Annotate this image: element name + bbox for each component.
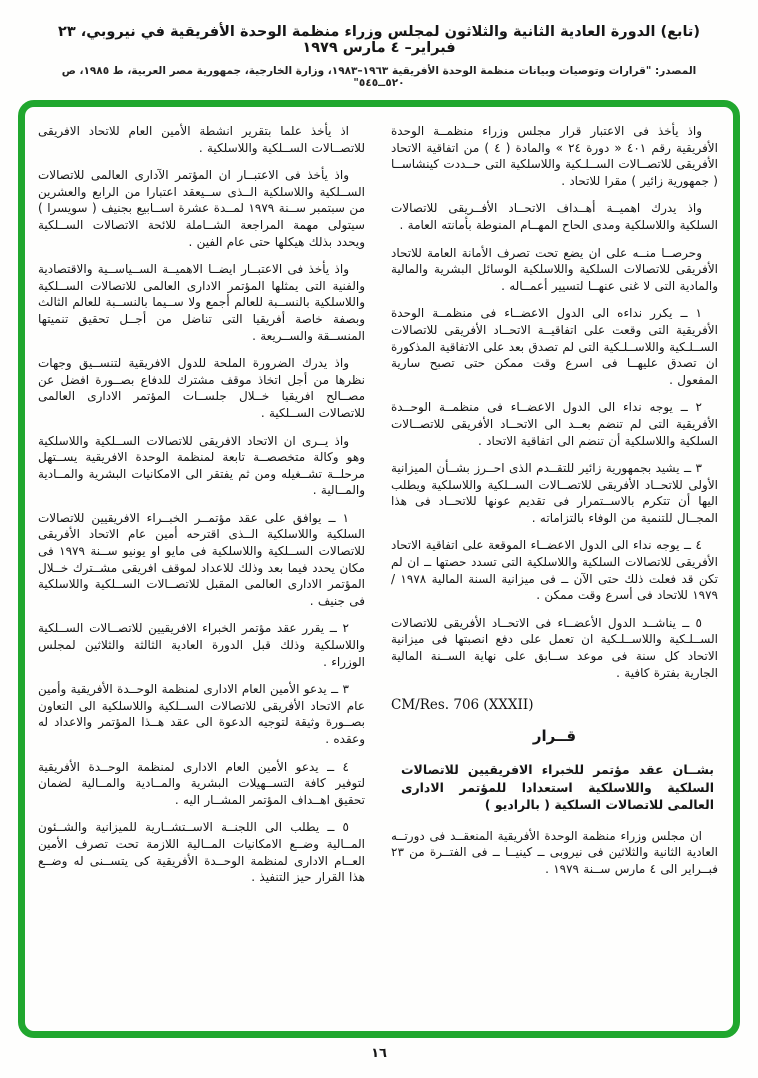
two-column-text	[38, 123, 718, 1021]
numbered-clause: ١ ــ يوافق على عقد مؤتمــر الخبــراء الافريقيين للاتصالات السلكية واللاسلكية الــذى اقترحه أمين عام الاتحاد الأفريقى للاتصالات الســلكية واللاسلكية فى مايو او يونيو ســنة ١٩٧٩ فى مكان يحدد فيما بعد وذلك للاعداد لموقف افريقى مشــترك خــلال المؤتمر الادارى العالمى المقبل للاتصــالات الســلكية واللاسلكية فى جنيف .	[38, 510, 365, 608]
paragraph: ان مجلس وزراء منظمة الوحدة الأفريقية المنعقــد فى دورتــه العادية الثانية والثلاثين فى نيروبى ــ كينيــا ــ فى الفتــرة من ٢٣ فبــراير الى ٤ مارس ســنة ١٩٧٩ .	[391, 828, 718, 876]
paragraph: وحرصــا منــه على ان يضع تحت تصرف الأمانة العامة للاتحاد الأفريقى للاتصالات السلكية واللاسلكية الوسائل البشرية والمالية والمادية التى لا غنى عنهــا لتسيير أعمــاله .	[391, 245, 718, 293]
paragraph: اذ يأخذ علما بتقرير انشطة الأمين العام للاتحاد الافريقى للاتصــالات الســلكية واللاسلكية .	[38, 124, 365, 155]
source-citation: المصدر: "قرارات وتوصيات وبيانات منظمة الوحدة الأفريقية ١٩٦٣–١٩٨٣، وزارة الخارجية، جمهورية مصر العربية، ط ١٩٨٥، ص ٥٢٠ــ٥٤٥"	[61, 65, 697, 89]
green-border-frame	[18, 100, 740, 1038]
resolution-title: قــرار	[532, 727, 577, 746]
resolution-subject: بشــان عقد مؤتمر للخبراء الافريقيين للاتصالات السلكية واللاسلكية استعدادا للمؤتمر الادارى العالمى للاتصالات السلكية ( بالراديو )	[401, 762, 714, 813]
numbered-clause: ٤ ــ يدعو الأمين العام الادارى لمنظمة الوحــدة الأفريقية لتوفير كافة التســهيلات البشرية والمــادية والمــالية لضمان تحقيق اهــداف المؤتمر المشــار اليه .	[38, 759, 365, 807]
paragraph: واذ يأخذ فى الاعتبار قرار مجلس وزراء منظمــة الوحدة الأفريقية رقم ٤٠١ « دورة ٢٤ » والمادة ( ٤ ) من اتفاقية الاتحاد الأفريقى للاتصــالات الســلـكية واللاسلكية التى حــددت كينشاســا ( جمهورية زائير ) مقرا للاتحاد .	[391, 124, 718, 188]
paragraph: واذ يأخذ فى الاعتبــار ان المؤتمر الآدارى العالمى للاتصالات الســلكية واللاسلكية الــذى ســيعقد اعتبارا من الرابع والعشرين من سبتمبر ســنة ١٩٧٩ لمــدة عشرة اســابيع بجنيف ( سويسرا ) سيتولى مهمة المراجعة الشــاملة للائحة الاتصالات الســلكية ويحدد بذلك هيكلها حتى عام الفين .	[38, 168, 365, 249]
numbered-clause: ٢ ــ يوجه نداء الى الدول الاعضــاء فى منظمــة الوحــدة الأفريقية التى لم تنضم بعــد الى الاتحــاد الأفريقى للاتصــالات السلكية واللاسلكية أن تنضم الى اتفاقية الاتحاد .	[391, 400, 718, 448]
numbered-clause: ٥ ــ يناشــد الدول الأعضــاء فى الاتحــاد الأفريقى للاتصالات الســلـكية واللاســلـكية ان تعمل على دفع انصبتها فى ميزانية الاتحاد كل سنة فى موعد ســابق على نهاية الســنة المالية الجارية بفترة كافية .	[391, 615, 718, 680]
numbered-clause: ١ ــ يكرر نداءه الى الدول الاعضــاء فى منظمــة الوحدة الأفريقية التى وقعت على اتفاقيــة الاتحــاد الأفريقى للاتصالات الســلـكية واللاســلـكية التى لم تصدق بعد على الاتفاقية المذكورة ان تصدق عليهــا فى اسرع وقت ممكن حتى تصبح سارية المفعول .	[391, 306, 718, 387]
paragraph: واذ يدرك اهميــة أهــداف الاتحــاد الأفــريقى للاتصالات السلكية واللاسلكية ومدى الحاح المهــام المنوطة بأمانته العامة .	[391, 201, 718, 232]
numbered-clause: ٤ ــ يوجه نداء الى الدول الاعضــاء الموقعة على اتفاقية الاتحاد الأفريقى للاتصالات السلكية واللاسلكية التى تسدد حصتها ــ ان لم تكن قد فعلت ذلك حتى الآن ــ فى ميزانية السنة المالية ١٩٧٨ / ١٩٧٩ للاتحاد فى أسرع وقت ممكن .	[391, 538, 719, 603]
page-number: ١٦	[371, 1046, 387, 1061]
numbered-clause: ٢ ــ يقرر عقد مؤتمر الخبراء الافريقيين للاتصــالات الســلكية واللاسلكية وذلك قبل الدورة العادية الثالثة والثلاثين لمجلس الوزراء .	[38, 621, 365, 669]
numbered-clause: ٥ ــ يطلب الى اللجنــة الاســتشــارية للميزانية والشــئون المــالية وضــع الامكانيات المــالية اللازمة تحت تصرف الأمين العــام الادارى لمنظمة الوحــدة الأفريقية كى يتســنى له وضــع هذا القرار حيز التنفيذ .	[38, 820, 365, 885]
numbered-clause: ٣ ــ يدعو الأمين العام الادارى لمنظمة الوحــدة الأفريقية وأمين عام الاتحاد الأفريقى للاتصالات الســلكية واللاسلكية الى التعاون بصــورة وثيقة لتوجيه الدعوة الى عقد هــذا المؤتمر والاعداد له وعقده .	[38, 682, 365, 746]
paragraph: واذ يدرك الضرورة الملحة للدول الافريقية لتنســيق وجهات نظرها من أجل اتخاذ موقف مشترك للدفاع بصــورة افضل عن مصــالح افريقيا خــلال جلســات المؤتمر الادارى العالمى للاتصالات الســلكية .	[38, 356, 365, 420]
numbered-clause: ٣ ــ يشيد بجمهورية زائير للتقــدم الذى احــرز بشــأن الميزانية الأولى للاتحــاد الأفريقى للاتصــالات الســلكية واللاسلكية ويطلب اليها أن تتكرم بالاســتمرار فى تقديم عونها للاتحــاد فى هذا المجــال للتنمية من الوفاء بالتزاماته .	[391, 461, 718, 525]
text-column-left	[38, 123, 365, 1021]
paragraph: واذ يــرى ان الاتحاد الافريقى للاتصالات الســلكية واللاسلكية وهو وكالة متخصصــة تابعة لمنظمة الوحدة الافريقية يســتهل مرحلــة تشــغيله ومن ثم يفتقر الى الامكانيات البشرية والمــادية والمــالية .	[38, 433, 365, 498]
resolution-reference: CM/Res. 706 (XXXII)	[391, 697, 534, 714]
paragraph: واذ يأخذ فى الاعتبــار ايضــا الاهميــة الســياســية والاقتصادية والفنية التى يمثلها المؤتمر الادارى العالمى للاتصالات الســلكية واللاسلكية بالنســبة للعالم أجمع ولا ســيما بالنســبة للعالم الثالث وبصفة خاصة أفريقيا التى تناضل من أجــل تحقيق تنميتها المنســقة والســريعة .	[38, 262, 365, 343]
page-header	[0, 0, 758, 89]
text-column-right	[391, 123, 718, 1021]
session-header: (تابع) الدورة العادية الثانية والثلاثون لمجلس وزراء منظمة الوحدة الأفريقية في نيروبي، ٢٣ فبراير– ٤ مارس ١٩٧٩	[57, 24, 701, 56]
